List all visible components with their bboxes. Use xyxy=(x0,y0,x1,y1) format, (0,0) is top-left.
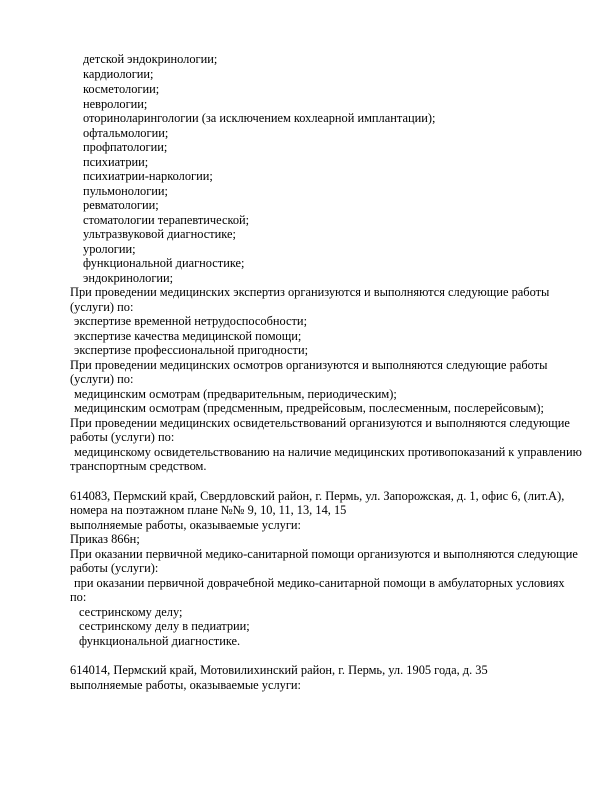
text-line: кардиологии; xyxy=(83,67,154,81)
section-heading: (услуги) по: xyxy=(70,300,134,314)
address-line: номера на поэтажном плане №№ 9, 10, 11, 13, 14, 15 xyxy=(70,503,347,517)
text-line: эндокринологии; xyxy=(83,271,174,285)
text-line: экспертизе качества медицинской помощи; xyxy=(74,329,302,343)
text-line: при оказании первичной доврачебной медико-санитарной помощи в амбулаторных условиях xyxy=(74,576,565,590)
text-line: офтальмологии; xyxy=(83,126,169,140)
address-line: 614014, Пермский край, Мотовилихинский район, г. Пермь, ул. 1905 года, д. 35 xyxy=(70,663,488,677)
section-heading: (услуги) по: xyxy=(70,372,134,386)
text-line: по: xyxy=(70,590,87,604)
text-line: стоматологии терапевтической; xyxy=(83,213,250,227)
section-heading: При проведении медицинских экспертиз организуются и выполняются следующие работы xyxy=(70,285,550,299)
section-heading: работы (услуги): xyxy=(70,561,159,575)
text-line: психиатрии-наркологии; xyxy=(83,169,213,183)
text-line: психиатрии; xyxy=(83,155,149,169)
text-line: функциональной диагностике. xyxy=(79,634,241,648)
section-heading: При проведении медицинских осмотров организуются и выполняются следующие работы xyxy=(70,358,548,372)
text-line: выполняемые работы, оказываемые услуги: xyxy=(70,518,302,532)
text-line: медицинским осмотрам (предварительным, периодическим); xyxy=(74,387,397,401)
address-line: 614083, Пермский край, Свердловский район, г. Пермь, ул. Запорожская, д. 1, офис 6, (лит.А), xyxy=(70,489,565,503)
section-heading: При оказании первичной медико-санитарной помощи организуются и выполняются следующие xyxy=(70,547,578,561)
text-line: ультразвуковой диагностике; xyxy=(83,227,236,241)
text-line: выполняемые работы, оказываемые услуги: xyxy=(70,678,302,692)
text-line: экспертизе профессиональной пригодности; xyxy=(74,343,309,357)
text-line: профпатологии; xyxy=(83,140,168,154)
text-line: оториноларингологии (за исключением кохлеарной имплантации); xyxy=(83,111,436,125)
section-heading: работы (услуги) по: xyxy=(70,430,175,444)
text-line: урологии; xyxy=(83,242,136,256)
text-line: экспертизе временной нетрудоспособности; xyxy=(74,314,308,328)
text-line: косметологии; xyxy=(83,82,160,96)
text-line: функциональной диагностике; xyxy=(83,256,245,270)
text-line: ревматологии; xyxy=(83,198,159,212)
text-line: медицинским осмотрам (предсменным, предрейсовым, послесменным, послерейсовым); xyxy=(74,401,544,415)
text-line: сестринскому делу; xyxy=(79,605,183,619)
text-line: пульмонологии; xyxy=(83,184,168,198)
text-line: медицинскому освидетельствованию на наличие медицинских противопоказаний к управлению xyxy=(74,445,582,459)
section-heading: При проведении медицинских освидетельствований организуются и выполняются следующие xyxy=(70,416,570,430)
text-line: детской эндокринологии; xyxy=(83,52,218,66)
text-line: транспортным средством. xyxy=(70,459,207,473)
text-line: Приказ 866н; xyxy=(70,532,140,546)
text-line: сестринскому делу в педиатрии; xyxy=(79,619,250,633)
text-line: неврологии; xyxy=(83,97,148,111)
